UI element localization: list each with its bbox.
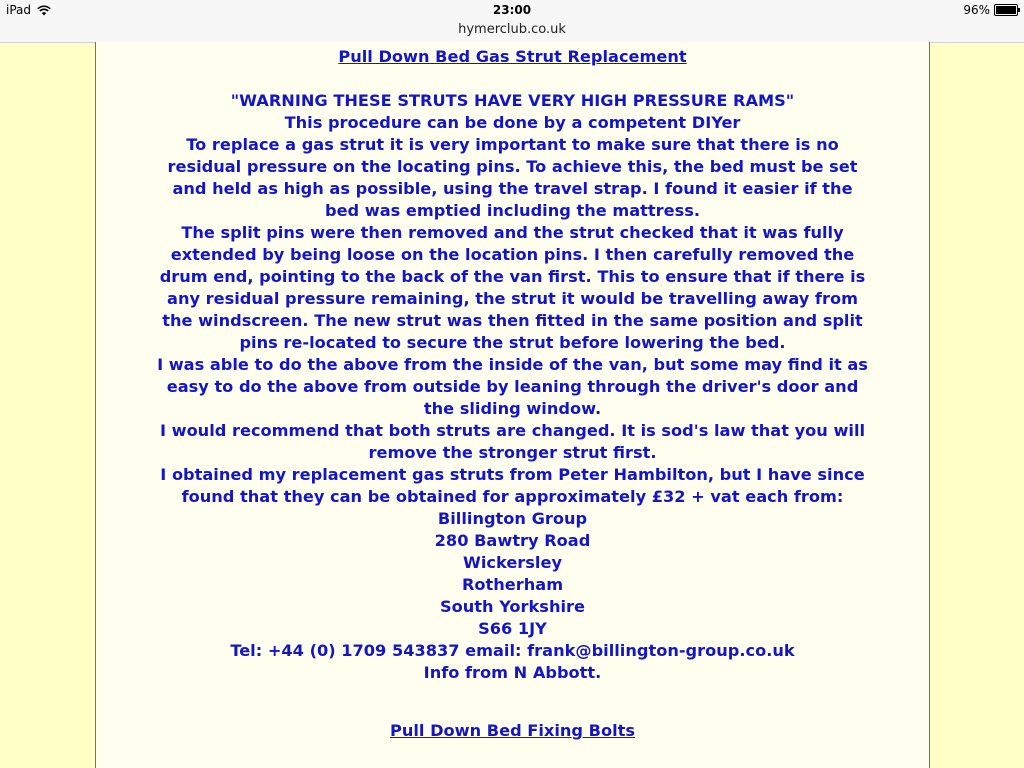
article-line: the sliding window. (423, 399, 602, 418)
article-text (96, 90, 929, 684)
device-label: iPad (6, 3, 32, 17)
article-line: extended by being loose on the location pins. I then carefully removed the (170, 245, 855, 264)
status-bar (0, 0, 1024, 22)
article-line: Billington Group (437, 509, 588, 528)
address-bar[interactable] (0, 22, 1024, 43)
address-domain: hymerclub.co.uk (458, 22, 566, 37)
article-line: residual pressure on the locating pins. To achieve this, the bed must be set (167, 157, 858, 176)
fixing-bolts-link[interactable]: Pull Down Bed Fixing Bolts (389, 721, 636, 740)
article-line: any residual pressure remaining, the strut it would be travelling away from (167, 289, 858, 308)
article-line: Rotherham (461, 575, 564, 594)
article-line: S66 1JY (478, 619, 547, 638)
article-line: pins re-located to secure the strut before lowering the bed. (239, 333, 786, 352)
article-line: I obtained my replacement gas struts from Peter Hambilton, but I have since (160, 465, 865, 484)
article-line: This procedure can be done by a competent DIYer (284, 113, 741, 132)
article-line: South Yorkshire (440, 597, 585, 616)
article-line: Info from N Abbott. (423, 663, 602, 682)
article-line: To replace a gas strut it is very important to make sure that there is no (186, 135, 839, 154)
article-line: drum end, pointing to the back of the van first. This to ensure that if there is (159, 267, 866, 286)
article-line: found that they can be obtained for approximately £32 + vat each from: (181, 487, 844, 506)
article-line: The split pins were then removed and the strut checked that it was fully (181, 223, 844, 242)
article-line: bed was emptied including the mattress. (324, 201, 700, 220)
article-line: easy to do the above from outside by leaning through the driver's door and (166, 377, 859, 396)
article-line: the windscreen. The new strut was then fitted in the same position and split (162, 311, 863, 330)
article-line: Tel: +44 (0) 1709 543837 email: frank@billington-group.co.uk (230, 641, 795, 660)
gas-strut-title-link[interactable]: Pull Down Bed Gas Strut Replacement (338, 47, 687, 66)
battery-icon (994, 4, 1018, 16)
clock: 23:00 (492, 3, 532, 17)
article-line: and held as high as possible, using the travel strap. I found it easier if the (172, 179, 853, 198)
battery-percent: 96% (963, 3, 990, 17)
article-line: Wickersley (462, 553, 562, 572)
article-line: I would recommend that both struts are changed. It is sod's law that you will (159, 421, 866, 440)
article-line: remove the stronger strut first. (368, 443, 657, 462)
article-line: 280 Bawtry Road (434, 531, 591, 550)
article-line: "WARNING THESE STRUTS HAVE VERY HIGH PRESSURE RAMS" (230, 91, 795, 110)
article-line: I was able to do the above from the inside of the van, but some may find it as (157, 355, 868, 374)
article-content (95, 42, 930, 768)
